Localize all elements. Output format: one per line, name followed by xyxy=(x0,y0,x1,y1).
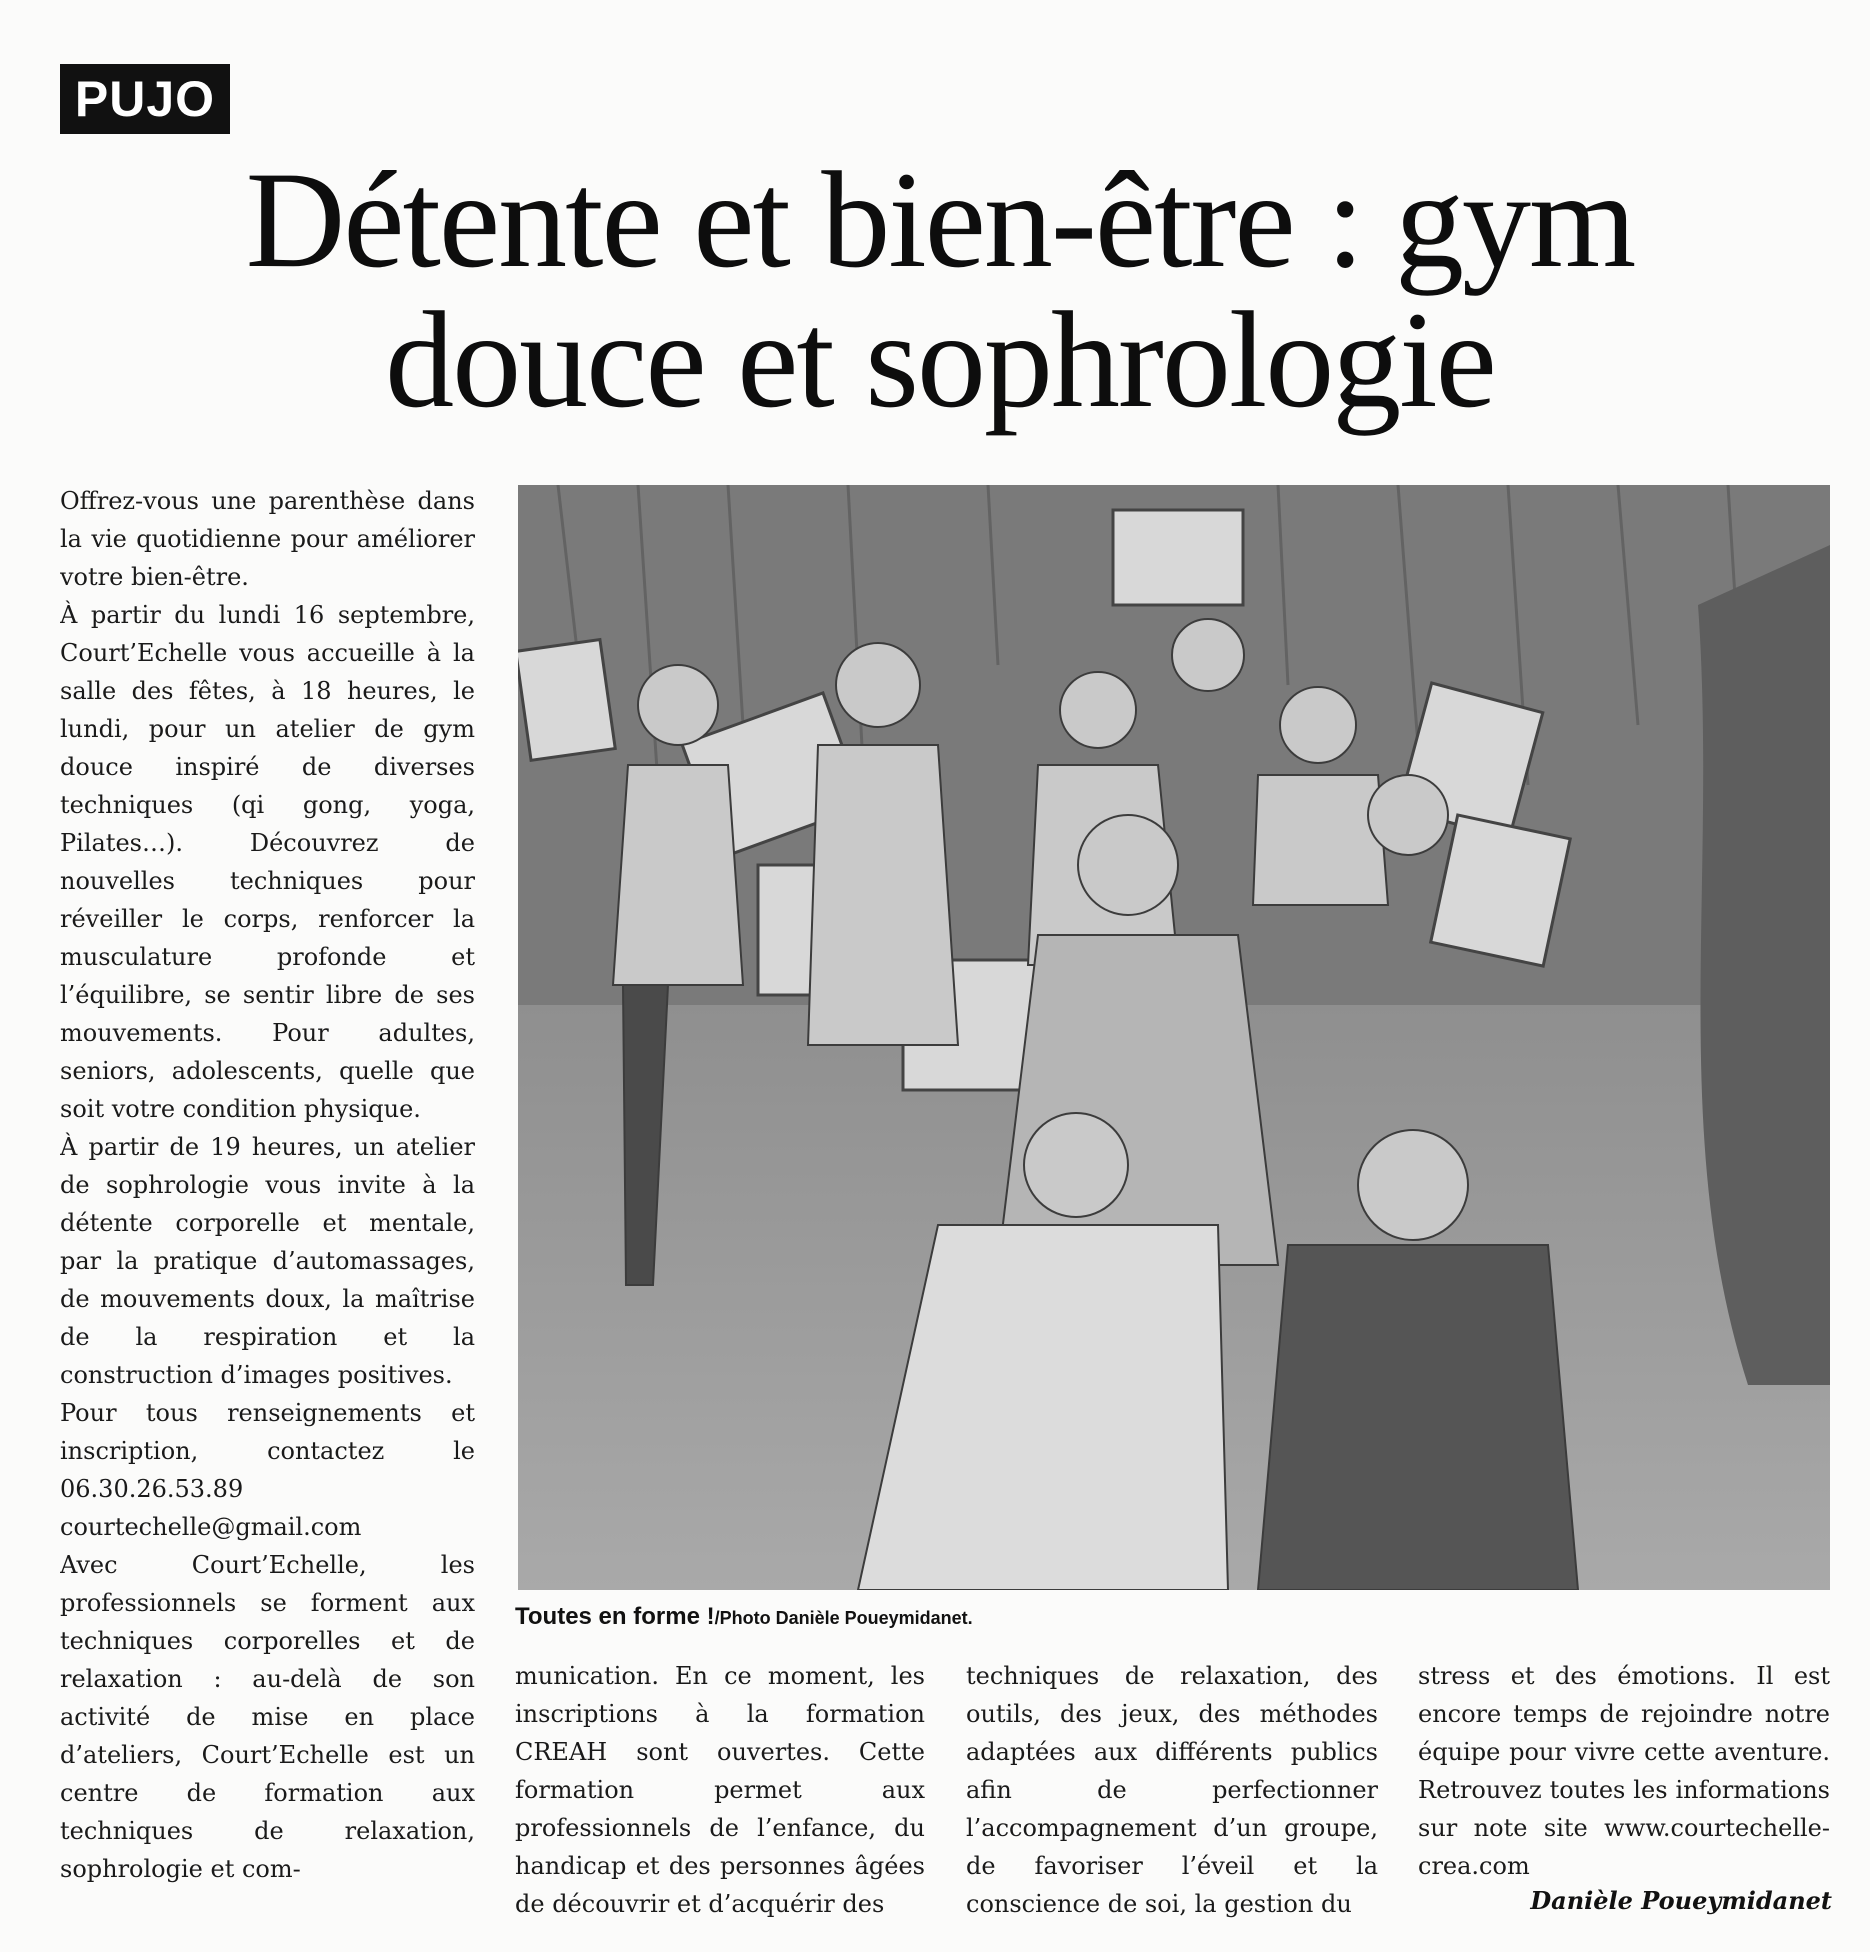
paragraph-sophrology: À partir de 19 heures, un atelier de sophrologie vous invite à la détente corporelle et mentale, par la pratique d’automassages, de mouvements doux, la maîtrise de la respiration et la construction d’images positives. xyxy=(60,1133,475,1389)
caption-text: Toutes en forme ! xyxy=(515,1603,715,1630)
article-column-1 xyxy=(60,482,475,1922)
article-column-2 xyxy=(515,1657,925,1922)
article-column-3 xyxy=(966,1657,1378,1922)
group-photo-illustration xyxy=(518,485,1830,1590)
paragraph-gym: À partir du lundi 16 septembre, Court’Echelle vous accueille à la salle des fêtes, à 18 heures, le lundi, pour un atelier de gym douce inspiré de diverses techniques (qi gong, yoga, Pilates…). Découvrez de nouvelles techniques pour réveiller le corps, renforcer la musculature profonde et l’équilibre, se sentir libre de ses mouvements. Pour adultes, seniors, adolescents, quelle que soit votre condition physique. xyxy=(60,601,475,1123)
photo-caption xyxy=(515,1603,973,1631)
author-byline: Danièle Poueymidanet xyxy=(1530,1886,1832,1915)
group-photo xyxy=(518,485,1830,1590)
section-kicker: PUJO xyxy=(60,64,230,134)
paragraph-intro: Offrez-vous une parenthèse dans la vie quotidienne pour améliorer votre bien-être. xyxy=(60,487,475,591)
paragraph-training: Avec Court’Echelle, les professionnels se forment aux techniques corporelles et de relaxation : au-delà de son activité de mise en place d’ateliers, Court’Echelle est un centre de formation aux techniques de relaxation, sophrologie et com- xyxy=(60,1551,475,1883)
paragraph-col3: techniques de relaxation, des outils, des jeux, des méthodes adaptées aux différents publics afin de perfectionner l’accompagnement d’un groupe, de favoriser l’éveil et la conscience de soi, la gestion du xyxy=(966,1662,1378,1918)
photo-credit: /Photo Danièle Poueymidanet. xyxy=(714,1608,973,1628)
headline: Détente et bien-être : gym douce et sophrologie xyxy=(245,143,1635,436)
paragraph-col2: munication. En ce moment, les inscriptions à la formation CREAH sont ouvertes. Cette formation permet aux professionnels de l’enfance, du handicap et des personnes âgées de découvrir et d’acquérir des xyxy=(515,1662,925,1918)
paragraph-contact: Pour tous renseignements et inscription, contactez le 06.30.26.53.89 courtechelle@gmail.com xyxy=(60,1399,475,1541)
paragraph-col4: stress et des émotions. Il est encore temps de rejoindre notre équipe pour vivre cette aventure. Retrouvez toutes les informations sur note site www.courtechelle-crea.com xyxy=(1418,1662,1830,1880)
